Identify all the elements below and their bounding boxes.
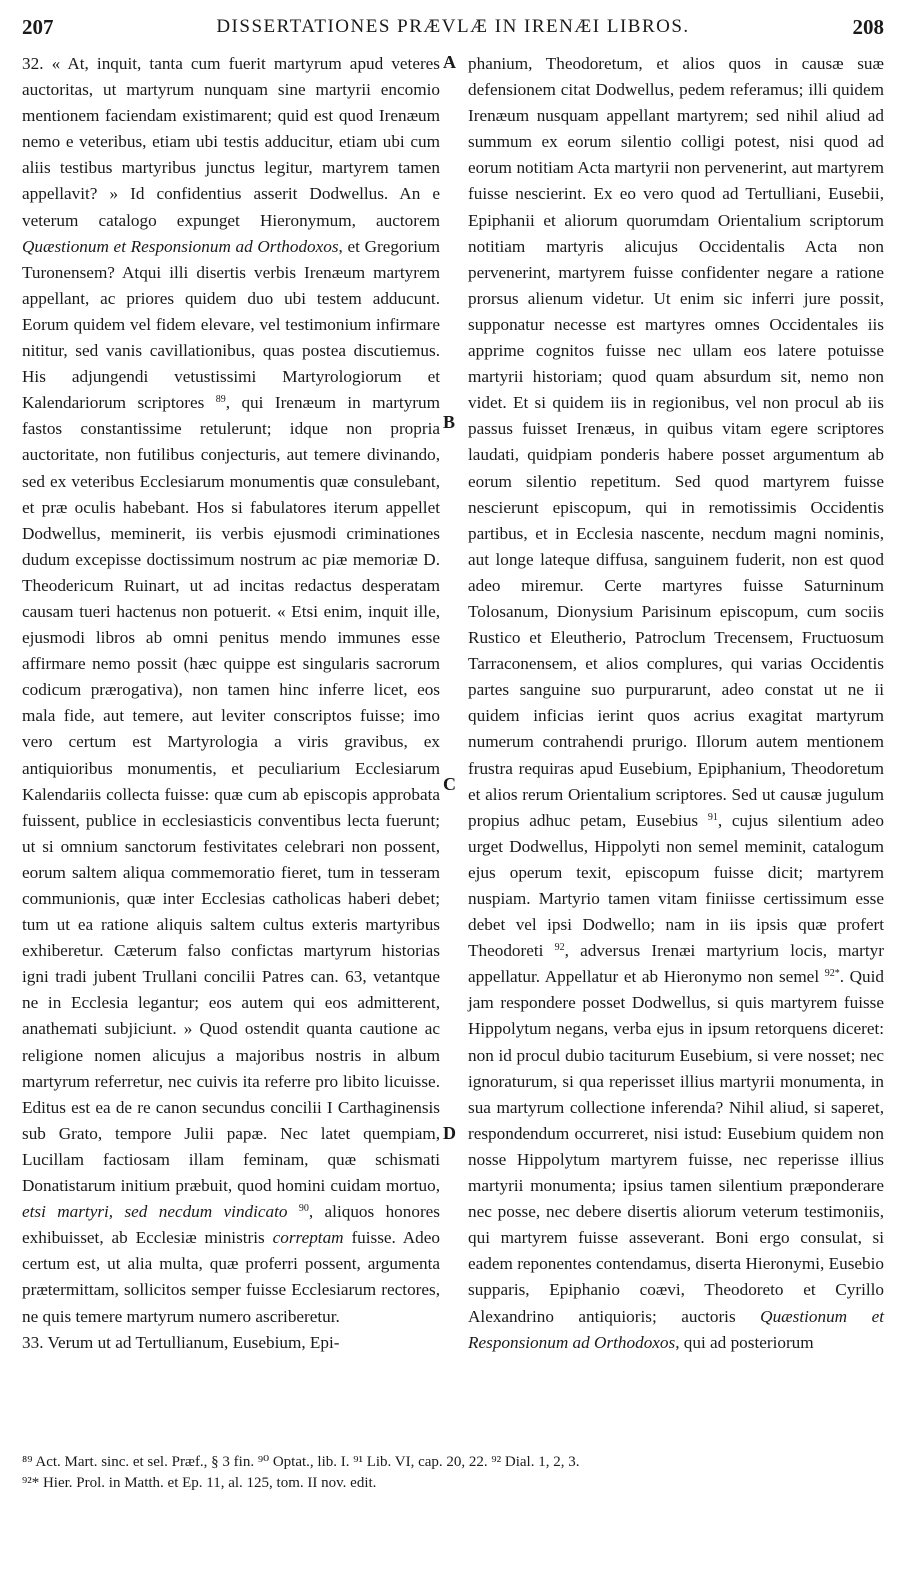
running-title: DISSERTATIONES PRÆVLÆ IN IRENÆI LIBROS. <box>216 16 690 37</box>
footnote-ref-89: 89 <box>215 394 226 406</box>
running-header <box>22 10 884 44</box>
paragraph-32: 32. « At, inquit, tanta cum fuerit martyrum apud veteres auctoritas, ut martyrum nunquam sine martyrii encomio mentionem faciendam existimarent; quid est quod Irenæum nemo e veteribus, etiam ubi testis adducitur, etiam ubi cum aliis testibus martyribus junctus legitur, martyrem tamen appellavit? » Id confidentius asserit Dodwellus. An e veterum catalogo expunget Hieronymum, auctorem Quæstionum et Responsionum ad Orthodoxos, et Gregorium Turonensem? Atqui illi disertis verbis Irenæum martyrem appellant, ac priores quidem duo ubi testem adducunt. Eorum quidem vel fidem elevare, vel testimonium infirmare nititur, sed vanis cavillationibus, quas postea discutiemus. His adjungendi vetustissimi Martyrologiorum et Kalendariorum scriptores $^{89}$, qui Irenæum in martyrum fastos constantissime retulerunt; idque non propria auctoritate, non futilibus conjecturis, aut temere divinando, sed ex veteribus Ecclesiarum monumentis quæ consulebant, et præ oculis habebant. Hos si fabulatores iterum appellet Dodwellus, meminerit, iis verbis ejusmodi criminationes dudum excepisse doctissimum nostrum ac piæ memoriæ D. Theodericum Ruinart, ut ad incitas redactus desperatam causam tueri hactenus non potuerit. « Etsi enim, inquit ille, ejusmodi libros ab omni penitus mendo immunes esse affirmare nemo possit (hæc quippe est singularis sacrorum codicum prærogativa), non tamen hinc inferre licet, eos mala fide, aut temere, aut leviter conscriptos fuisse; imo vero certum est Martyrologia a viris gravibus, ex antiquioribus monumentis, et peculiarium Ecclesiarum Kalendariis collecta fuisse: quæ cum ab episcopis approbata fuissent, publice in ecclesiasticis conventibus lecta fuerunt; ut si omnium sanctorum festivitates celebrari non possent, eorum saltem aliqua commemoratio fieret, tum in tesseram communionis, quæ inter Ecclesias catholicas haberi debet; tum ut ea ratione aliquis saltem cultus exteris martyribus exhiberetur. Cæterum falso confictas martyrum historias igni tradi jubent Trullani concilii Patres can. 63, vetantque ne in Ecclesia legantur; eos autem qui eos admitterent, anathemati subjiciunt. » Quod ostendit quanta cautione ac religione nomen alicujus a majoribus nostris in album martyrum referretur, nec cuivis ita referre pro libito licuisse. Editus est ea de re canon secundus concilii I Carthaginensis sub Grato, tempore Julii papæ. Nec latet quempiam, Lucillam factiosam illam feminam, quæ schismati Donatistarum initium præbuit, quod homini cuidam mortuo, etsi martyri, sed necdum vindicato $^{90}$, aliquos honores exhibuisset, ab Ecclesiæ ministris correptam fuisse. Adeo certum est, ut alia multa, quæ proferri possent, argumenta prætermittam, sollicitos semper fuisse Ecclesiarum rectores, ne quis temere martyrum numero ascriberetur. <box>22 54 441 1326</box>
italic-title: Quæstionum et Responsionum ad Orthodoxos <box>468 1306 884 1352</box>
margin-marker-b: B <box>443 412 456 432</box>
margin-marker-d: D <box>443 1123 456 1143</box>
footnote-ref-92b: 92* <box>824 968 840 980</box>
footnote-ref-91: 91 <box>707 811 718 823</box>
italic-title: Quæstionum et Responsionum ad Orthodoxos <box>22 236 339 256</box>
paragraph-33: 33. Verum ut ad Tertullianum, Eusebium, Epi- <box>22 1332 340 1352</box>
footnote-ref-90: 90 <box>298 1203 309 1215</box>
page-number-left: 207 <box>22 14 54 39</box>
footnote-line-2: ⁹²* Hier. Prol. in Matth. et Ep. 11, al. 125, tom. II nov. edit. <box>22 1475 377 1491</box>
footnotes <box>22 1452 886 1494</box>
footnote-line-1: ⁸⁹ Act. Mart. sinc. et sel. Præf., § 3 fin. ⁹⁰ Optat., lib. I. ⁹¹ Lib. VI, cap. 20, 22. ⁹² Dial. 1, 2, 3. <box>22 1454 580 1470</box>
italic-quote: etsi martyri, sed necdum vindicato <box>22 1202 288 1222</box>
left-column <box>22 51 440 1356</box>
footnote-ref-92: 92 <box>554 942 565 954</box>
right-column <box>468 51 884 1356</box>
margin-marker-c: C <box>443 774 456 794</box>
margin-marker-a: A <box>443 52 456 72</box>
paragraph-33-continued: phanium, Theodoretum, et alios quos in causæ suæ defensionem citat Dodwellus, pedem referamus; illi quidem Irenæum nusquam appellant martyrem; sed nihil aliud ad summum ex eorum silentio colligi potest, nisi quod ad eorum notitiam Acta martyrii non pervenerint, aut martyrem fuisse nescierint. Ex eo vero quod ad Tertulliani, Eusebii, Epiphanii et aliorum quorumdam Orientalium scriptorum notitiam martyris alicujus Occidentalis Acta non pervenerint, martyrem fuisse confidenter negare a ratione prorsus alienum videtur. Ut enim sic inferri jure possit, supponatur necesse est martyres omnes Occidentales iis apprime cognitos fuisse nec ullam eos latere potuisse martyrii historiam; quod quam absurdum sit, nemo non videt. Et si quidem iis in regionibus, vel non procul ab iis passus fuisset Irenæus, in quibus vitam egere scriptores laudati, quidpiam ponderis habere posset argumentum ab eorum silentio repetitum. Sed quod martyrem fuisse nescierunt episcopum, qui in remotissimis Occidentis partibus, et in Ecclesia nascente, necdum magni nominis, aut longe lateque diffusa, sanguinem fuderit, non est quod adeo miremur. Certe martyres fuisse Saturninum Tolosanum, Dionysium Parisinum episcopum, cum sociis Rustico et Eleutherio, Patroclum Trecensem, Fructuosum Tarraconensem, et alios complures, qui varias Occidentis partes sanguine suo purpurarunt, adeo constat ut ne ii quidem inficias ierint quos acrius exagitat martyrum numerum contrahendi prurigo. Illorum autem mentionem frustra requiras apud Eusebium, Epiphanium, Theodoretum et alios rerum Orientalium scriptores. Sed ut causæ jugulum propius adhuc petam, Eusebius $^{91}$, cujus silentium adeo urget Dodwellus, Hippolyti non semel meminit, catalogum ejus operum texit, episcopum fuisse dicit; martyrem nuspiam. Martyrio tamen vitam finiisse certissimum esse debet vel ipsi Dodwello; nam in iis ipsis quæ profert Theodoreti $^{92}$, adversus Irenæi martyrium locis, martyr appellatur. Appellatur et ab Hieronymo non semel $^{92*}$. Quid jam respondere posset Dodwellus, si quis martyrem fuisse Hippolytum negans, verba ejus in ipsum retorquens diceret: non id procul dubio taciturum Eusebium, si vere nosset; nec ignoraturum, si qua reperisset illius martyrii monumenta, in sua martyrum collectione inferenda? Nihil aliud, si saperet, respondendum occurreret, nisi istud: Eusebium quidem non nosse Hippolytum martyrem fuisse, nec reperisse illius martyrii monumenta; ipsius tamen silentium præponderare nec posse, nec debere disertis aliorum veterum testimoniis, qui martyrem fuisse asseverant. Boni ergo consulat, si eadem reponentes contendamus, diserta Hieronymi, Eusebio supparis, Epiphanio coævi, Theodoreto et Cyrillo Alexandrino antiquioris; auctoris Quæstionum et Responsionum ad Orthodoxos, qui ad posteriorum <box>468 54 885 1352</box>
italic-word: correptam <box>272 1228 344 1248</box>
page-number-right: 208 <box>852 14 884 39</box>
